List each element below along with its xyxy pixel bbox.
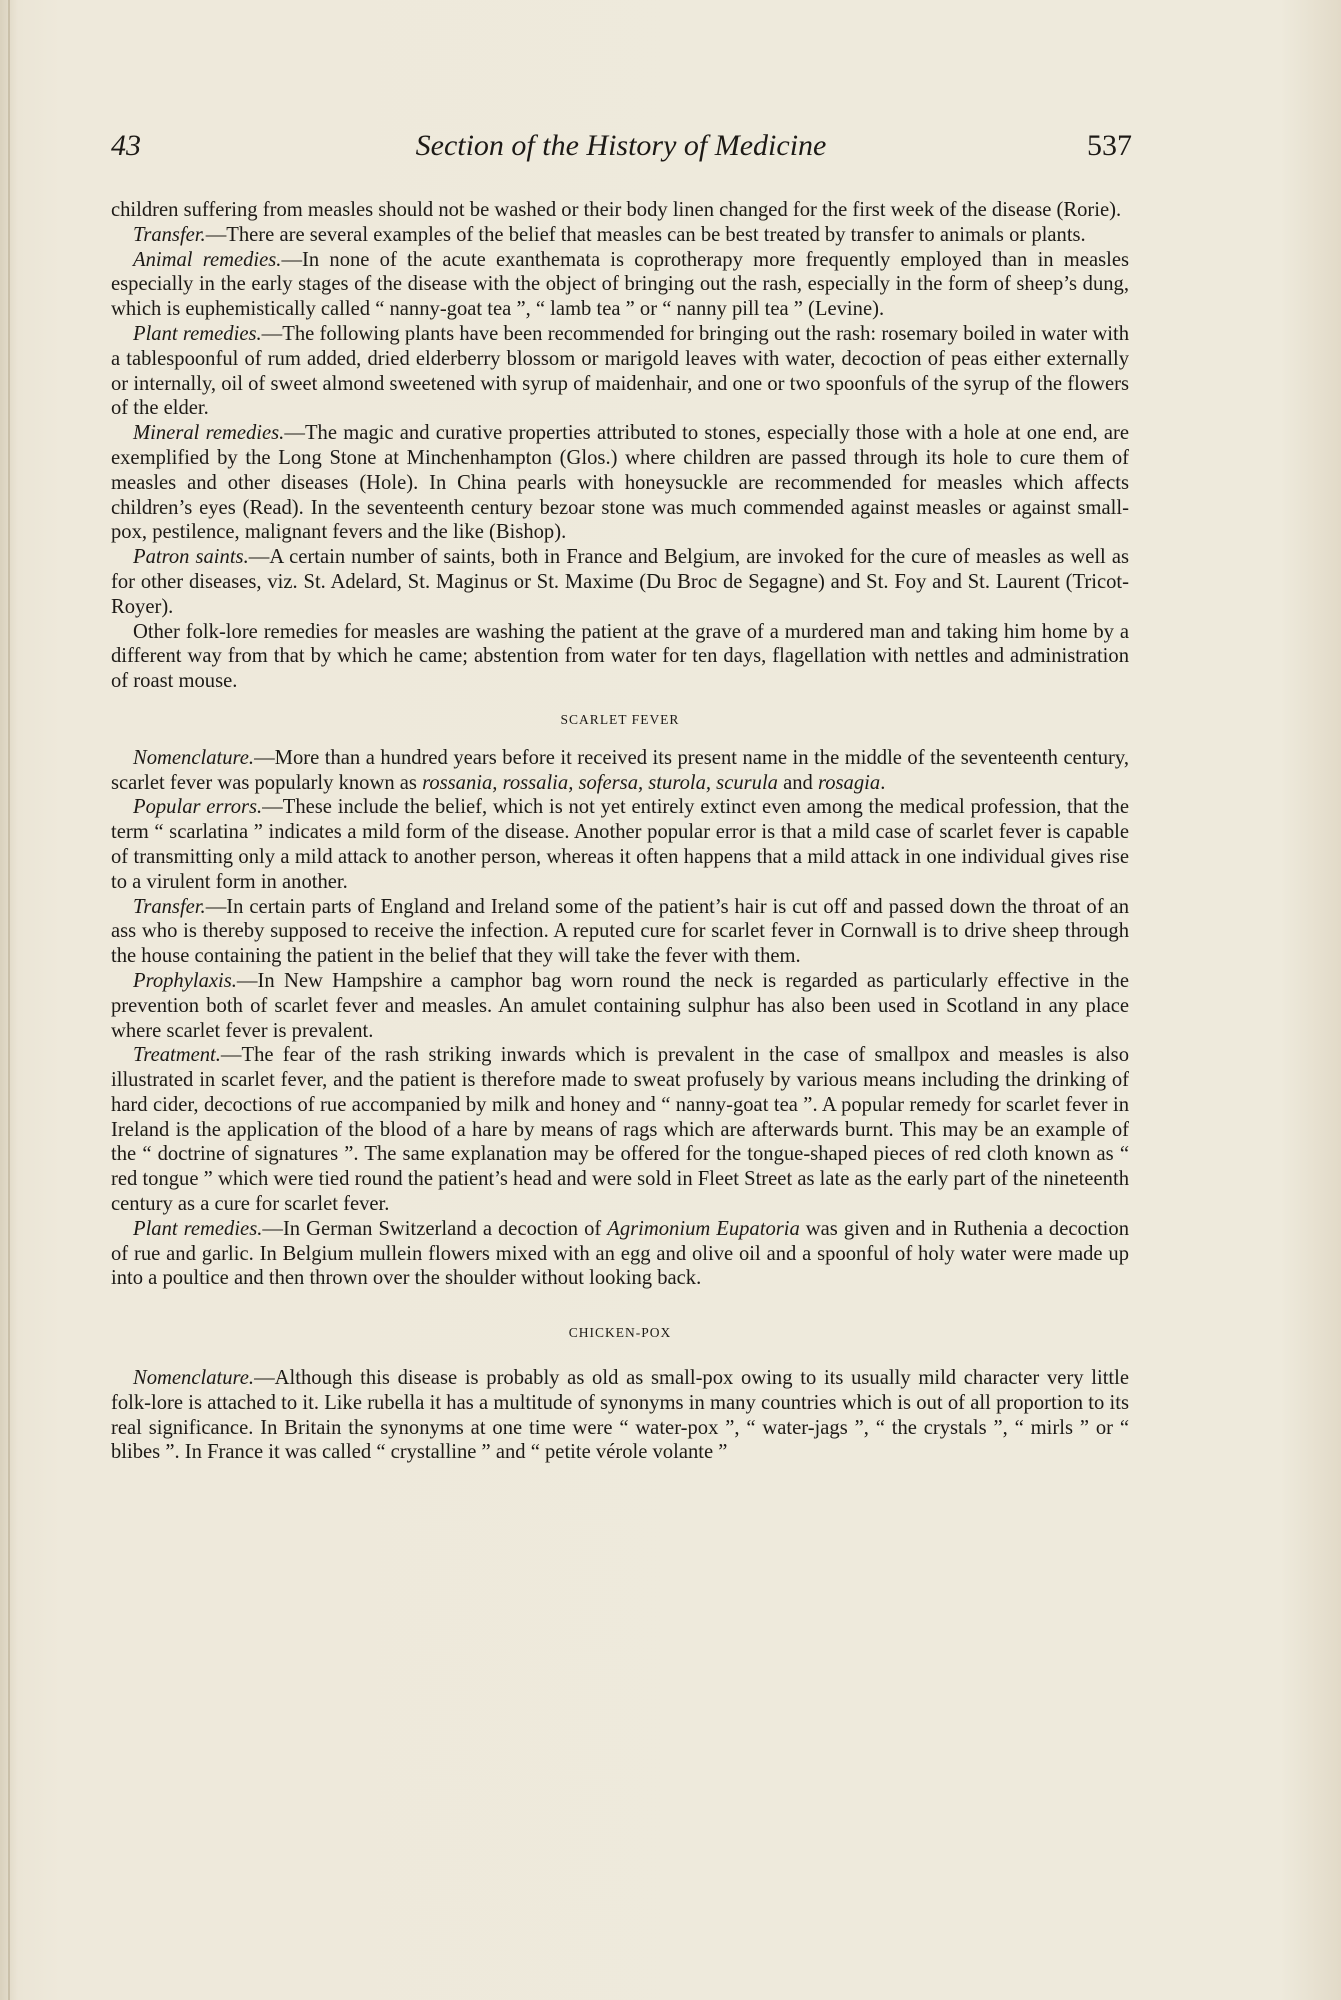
body-text — [111, 198, 1129, 1465]
paragraph-lead: Nomenclature. — [133, 746, 255, 769]
paragraph-text: —The following plants have been recommended for bringing out the rash: rosemary boiled in water with a tablespoonful of rum added, dried elderberry blossom or marigold leaves with water, decoction of peas either externally or internally, oil of sweet almond sweetened with syrup of maidenhair, and one or two spoonfuls of the syrup of the flowers of the elder. — [111, 322, 1129, 420]
paragraph-text: —More than a hundred years before it received its present name in the middle of the seventeenth century, scarlet fever was popularly known as — [111, 746, 1129, 794]
italic-terms: rossania, rossalia, sofersa, sturola, scurula — [422, 771, 778, 794]
italic-term: rosagia — [818, 771, 881, 794]
running-head-left-number: 43 — [111, 129, 141, 162]
paragraph-lead: Prophylaxis. — [133, 969, 237, 992]
paragraph-lead: Transfer. — [133, 223, 206, 246]
running-head — [111, 126, 1131, 170]
paragraph-text: was given and in Ruthenia a decoction of rue and garlic. In Belgium mullein flowers mixed with an egg and olive oil and a spoonful of holy water were made up into a poultice and then thrown over the shoulder without looking back. — [111, 1217, 1129, 1290]
page-number: 537 — [1087, 129, 1132, 162]
paragraph — [111, 1217, 1129, 1291]
paragraph-lead: Treatment. — [133, 1044, 221, 1067]
paragraph — [111, 322, 1129, 421]
paragraph — [111, 545, 1129, 619]
paragraph-text: —In certain parts of England and Ireland some of the patient’s hair is cut off and passed down the throat of an ass who is thereby supposed to receive the infection. A reputed cure for scarlet fever in Cornwall is to drive sheep through the house containing the patient in the belief that they will take the fever with them. — [111, 895, 1129, 968]
paragraph-text: —Although this disease is probably as old as small-pox owing to its usually mild character very little folk-lore is attached to it. Like rubella it has a multitude of synonyms in many countries which is out of all proportion to its real significance. In Britain the synonyms at one time were “ water-pox ”, “ water-jags ”, “ the crystals ”, “ mirls ” or “ blibes ”. In France it was called “ crystalline ” and “ petite vérole volante ” — [111, 1367, 1129, 1464]
paragraph-lead: Plant remedies. — [133, 322, 262, 345]
paragraph-lead: Animal remedies. — [133, 248, 282, 271]
paragraph — [111, 248, 1129, 322]
paragraph-lead: Popular errors. — [133, 796, 263, 819]
paragraph-text: —The magic and curative properties attributed to stones, especially those with a hole at one end, are exemplified by the Long Stone at Minchenhampton (Glos.) where children are passed through its hole to cure them of measles and other diseases (Hole). In China pearls with honeysuckle are recommended for measles which affects children’s eyes (Read). In the seventeenth century bezoar stone was much commended against measles or against small-pox, pestilence, malignant fevers and the like (Bishop). — [111, 422, 1129, 544]
paragraph-text: children suffering from measles should not be washed or their body linen changed for the first week of the disease (Rorie). — [111, 199, 1122, 221]
running-head-title: Section of the History of Medicine — [415, 129, 827, 162]
paragraph — [111, 1043, 1129, 1217]
paragraph — [111, 620, 1129, 694]
paragraph-text: —A certain number of saints, both in France and Belgium, are invoked for the cure of measles as well as for other diseases, viz. St. Adelard, St. Maginus or St. Maxime (Du Broc de Segagne) and St. Foy and St. Laurent (Tricot-Royer). — [111, 546, 1129, 618]
paragraph-lead: Plant remedies. — [133, 1217, 263, 1240]
paragraph-lead: Patron saints. — [133, 546, 249, 569]
paragraph — [111, 969, 1129, 1043]
paragraph-text: —In none of the acute exanthemata is coprotherapy more frequently employed than in measles especially in the early stages of the disease with the object of bringing out the rash, especially in the form of sheep’s dung, which is euphemistically called “ nanny-goat tea ”, “ lamb tea ” or “ nanny pill tea ” (Levine). — [111, 248, 1129, 321]
paragraph — [111, 223, 1129, 248]
paragraph-text: —These include the belief, which is not yet entirely extinct even among the medical profession, that the term “ scarlatina ” indicates a mild form of the disease. Another popular error is that a mild case of scarlet fever is capable of transmitting only a mild attack to another person, whereas it often happens that a mild attack in one individual gives rise to a virulent form in another. — [111, 796, 1129, 893]
paragraph — [111, 198, 1129, 223]
paragraph-text: —There are several examples of the belief that measles can be best treated by transfer to animals or plants. — [205, 223, 1086, 246]
paragraph-text: —In New Hampshire a camphor bag worn round the neck is regarded as particularly effective in the prevention both of scarlet fever and measles. An amulet containing sulphur has also been used in Scotland in any place where scarlet fever is prevalent. — [111, 969, 1129, 1042]
paragraph-lead: Transfer. — [133, 895, 206, 918]
paragraph — [111, 746, 1129, 796]
italic-latin-name: Agrimonium Eupatoria — [607, 1217, 800, 1240]
paragraph-text: and — [777, 771, 818, 794]
paragraph — [111, 895, 1129, 969]
paragraph — [111, 421, 1129, 545]
paragraph-lead: Nomenclature. — [133, 1367, 255, 1390]
section-heading-scarlet-fever: SCARLET FEVER — [560, 711, 680, 727]
paragraph-text: —In German Switzerland a decoction of — [262, 1217, 608, 1240]
paragraph-text: —The fear of the rash striking inwards which is prevalent in the case of smallpox and measles is also illustrated in scarlet fever, and the patient is therefore made to sweat profusely by various means including the drinking of hard cider, decoctions of rue accompanied by milk and honey and “ nanny-goat tea ”. A popular remedy for scarlet fever in Ireland is the application of the blood of a hare by means of rags which are afterwards burnt. This may be an example of the “ doctrine of signatures ”. The same explanation may be offered for the tongue-shaped pieces of red cloth known as “ red tongue ” which were tied round the patient’s head and were sold in Fleet Street as late as the early part of the nineteenth century as a cure for scarlet fever. — [111, 1044, 1129, 1216]
section-heading-chicken-pox: CHICKEN-POX — [568, 1325, 672, 1341]
paragraph-lead: Mineral remedies. — [133, 422, 285, 445]
paragraph-text: . — [880, 771, 886, 794]
paragraph-text: Other folk-lore remedies for measles are washing the patient at the grave of a murdered man and taking him home by a different way from that by which he came; abstention from water for ten days, flagellation with nettles and administration of roast mouse. — [111, 620, 1129, 693]
paragraph — [111, 795, 1129, 894]
paragraph — [111, 1366, 1129, 1465]
